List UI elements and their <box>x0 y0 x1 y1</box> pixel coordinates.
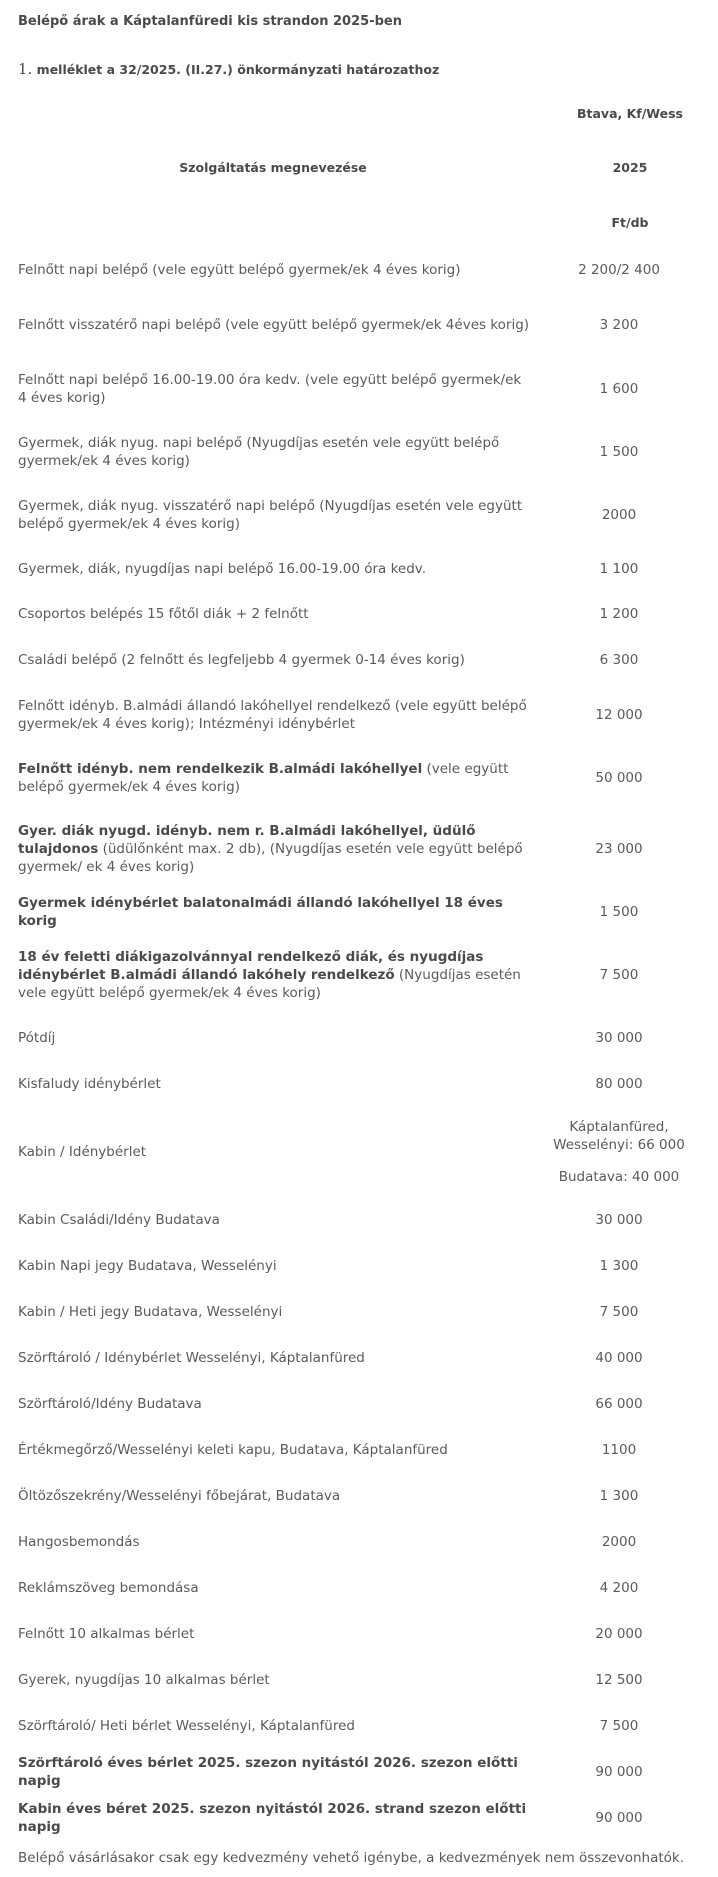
service-name-text: Felnőtt 10 alkalmas bérlet <box>18 1626 195 1642</box>
service-name <box>18 1671 538 1689</box>
table-row <box>18 935 700 1015</box>
header-year: 2025 <box>612 160 648 175</box>
service-name-text: Kabin Családi/Idény Budatava <box>18 1212 220 1228</box>
service-name <box>18 948 538 1002</box>
service-name-text: Értékmegőrző/Wesselényi keleti kapu, Budatava, Káptalanfüred <box>18 1442 448 1458</box>
service-name <box>18 1143 538 1161</box>
price-line: 1 600 <box>599 381 639 397</box>
service-price <box>538 651 700 669</box>
table-row <box>18 1289 700 1335</box>
price-line: 3 200 <box>599 317 639 333</box>
service-price <box>538 506 700 524</box>
table-row <box>18 809 700 889</box>
table-row <box>18 1473 700 1519</box>
price-line: 2000 <box>601 1534 637 1550</box>
table-row <box>18 292 700 358</box>
service-name <box>18 1395 538 1413</box>
table-row <box>18 1611 700 1657</box>
service-price <box>538 1257 700 1275</box>
price-line: 7 500 <box>599 1304 639 1320</box>
table-row <box>18 1427 700 1473</box>
service-name <box>18 1533 538 1551</box>
price-line: 23 000 <box>595 841 643 857</box>
price-line: 1 100 <box>599 560 639 577</box>
service-name-text: Szörftároló/ Heti bérlet Wesselényi, Káptalanfüred <box>18 1718 355 1734</box>
service-name <box>18 1029 538 1047</box>
service-name <box>18 560 538 578</box>
table-row <box>18 484 700 546</box>
service-name-text: Családi belépő (2 felnőtt és legfeljebb 4 gyermek 0-14 éves korig) <box>18 652 465 668</box>
service-name <box>18 1075 538 1093</box>
service-price <box>538 1118 700 1186</box>
price-line: 20 000 <box>595 1626 643 1642</box>
service-name-text: Gyermek, diák nyug. visszatérő napi belépő (Nyugdíjas esetén vele együtt belépő gyermek/ek 4 éves korig) <box>18 498 523 532</box>
table-row <box>18 889 700 935</box>
service-name-text: Reklámszöveg bemondása <box>18 1580 199 1596</box>
service-price <box>538 1303 700 1321</box>
price-line: 7 500 <box>599 1718 639 1734</box>
table-row <box>18 1519 700 1565</box>
price-line: 1 500 <box>599 904 639 920</box>
service-price <box>538 261 700 279</box>
service-price <box>538 840 700 858</box>
price-line: 1 300 <box>599 1488 639 1504</box>
price-line: 7 500 <box>599 967 639 983</box>
service-price <box>538 903 700 921</box>
service-name-bold: 18 év feletti diákigazolvánnyal rendelkező diák, és nyugdíjas idénybérlet B.almádi állandó lakóhely rendelkező <box>18 949 484 983</box>
price-line: 30 000 <box>595 1212 643 1228</box>
table-row <box>18 546 700 591</box>
service-name <box>18 1625 538 1643</box>
service-name-text: (üdülőnként max. 2 db), (Nyugdíjas esetén vele együtt belépő gyermek/ ek 4 éves korig) <box>18 841 523 875</box>
service-name <box>18 760 538 796</box>
service-name-text: Gyermek, diák, nyugdíjas napi belépő 16.00-19.00 óra kedv. <box>18 560 427 577</box>
service-price <box>538 1717 700 1735</box>
service-name <box>18 822 538 876</box>
header-service-name: Szolgáltatás megnevezése <box>179 160 367 175</box>
table-row <box>18 747 700 809</box>
service-name-text: (Nyugdíjas esetén vele együtt belépő gyermek/ek 4 éves korig) <box>18 967 521 1001</box>
service-price <box>538 1579 700 1597</box>
price-line: 50 000 <box>595 770 643 786</box>
price-line: 1100 <box>601 1442 637 1458</box>
service-name-text: Pótdíj <box>18 1030 56 1046</box>
service-name <box>18 1717 538 1735</box>
price-line: 30 000 <box>595 1030 643 1046</box>
price-line: 2000 <box>601 507 637 523</box>
service-name-bold: Gyermek idénybérlet balatonalmádi állandó lakóhellyel 18 éves korig <box>18 895 503 929</box>
service-name <box>18 1257 538 1275</box>
service-price <box>538 706 700 724</box>
service-price <box>538 1029 700 1047</box>
service-name <box>18 1349 538 1367</box>
service-name <box>18 651 538 669</box>
service-price <box>538 1809 700 1827</box>
service-name-text: Hangosbemondás <box>18 1534 140 1550</box>
service-name <box>18 1211 538 1229</box>
footnote: Belépő vásárlásakor csak egy kedvezmény vehető igénybe, a kedvezmények nem összevonhatók. <box>18 1850 685 1866</box>
header-unit: Ft/db <box>611 215 649 230</box>
service-name <box>18 894 538 930</box>
table-row <box>18 1381 700 1427</box>
service-name-text: Felnőtt idényb. B.almádi állandó lakóhellyel rendelkező (vele együtt belépő gyermek/ek 4 éves korig); Intézményi idénybérlet <box>18 698 527 732</box>
service-name <box>18 1303 538 1321</box>
price-line: 6 300 <box>599 652 639 668</box>
price-line: 40 000 <box>595 1350 643 1366</box>
table-row <box>18 1061 700 1107</box>
service-name <box>18 1800 538 1836</box>
table-row <box>18 683 700 747</box>
price-line: 12 000 <box>595 707 643 723</box>
price-line: 66 000 <box>595 1396 643 1412</box>
table-row <box>18 1107 700 1197</box>
table-row <box>18 1015 700 1061</box>
service-name <box>18 497 538 533</box>
subtitle-number: 1. <box>18 60 33 78</box>
table-row <box>18 1197 700 1243</box>
service-name <box>18 316 538 334</box>
table-row <box>18 1795 700 1841</box>
price-line: 1 500 <box>599 444 639 460</box>
service-price <box>538 1533 700 1551</box>
document-subtitle <box>18 60 439 78</box>
service-name-text: Csoportos belépés 15 főtől diák + 2 felnőtt <box>18 606 309 622</box>
service-price <box>538 1763 700 1781</box>
service-price <box>538 605 700 623</box>
service-price <box>538 1441 700 1459</box>
service-name-text: Kabin / Heti jegy Budatava, Wesselényi <box>18 1304 283 1320</box>
service-price <box>538 966 700 984</box>
service-name-text: Kisfaludy idénybérlet <box>18 1076 161 1092</box>
service-name-text: Gyerek, nyugdíjas 10 alkalmas bérlet <box>18 1672 270 1688</box>
price-line: 1 300 <box>599 1258 639 1274</box>
table-row <box>18 1657 700 1703</box>
subtitle-text: melléklet a 32/2025. (II.27.) önkormányzati határozathoz <box>32 62 440 77</box>
service-name <box>18 1754 538 1790</box>
service-price <box>538 1487 700 1505</box>
table-row <box>18 358 700 420</box>
service-name-text: Szörftároló / Idénybérlet Wesselényi, Káptalanfüred <box>18 1350 365 1366</box>
service-name-text: Kabin / Idénybérlet <box>18 1144 147 1160</box>
service-name-text: Felnőtt napi belépő 16.00-19.00 óra kedv. (vele együtt belépő gyermek/ek 4 éves korig) <box>18 372 522 406</box>
price-line: 1 200 <box>599 606 639 622</box>
price-line: 4 200 <box>599 1580 639 1596</box>
service-price <box>538 769 700 787</box>
price-line: 2 200/2 400 <box>578 262 660 278</box>
table-row <box>18 1243 700 1289</box>
table-row <box>18 1749 700 1795</box>
table-row <box>18 1335 700 1381</box>
service-name-text: (vele együtt belépő gyermek/ek 4 éves korig) <box>18 761 509 795</box>
service-name <box>18 434 538 470</box>
service-price <box>538 1395 700 1413</box>
service-price <box>538 1075 700 1093</box>
table-row <box>18 1703 700 1749</box>
document-title: Belépő árak a Káptalanfüredi kis strandon 2025-ben <box>18 14 402 29</box>
service-price <box>538 1625 700 1643</box>
price-line: 90 000 <box>595 1764 643 1780</box>
service-name-bold: Kabin éves béret 2025. szezon nyitástól 2026. strand szezon előtti napig <box>18 1801 527 1835</box>
service-name <box>18 697 538 733</box>
service-name <box>18 1487 538 1505</box>
table-row <box>18 248 700 292</box>
service-name <box>18 1579 538 1597</box>
service-name <box>18 371 538 407</box>
service-name-text: Gyermek, diák nyug. napi belépő (Nyugdíjas esetén vele együtt belépő gyermek/ek 4 éves korig) <box>18 435 500 469</box>
table-row <box>18 1565 700 1611</box>
price-table <box>18 248 700 1841</box>
service-price <box>538 380 700 398</box>
price-line: Wesselényi: 66 000 <box>553 1137 685 1153</box>
price-line: 12 500 <box>595 1672 643 1688</box>
price-line: Budatava: 40 000 <box>558 1169 680 1185</box>
service-name-bold: Gyer. diák nyugd. idényb. nem r. B.almádi lakóhellyel, üdülő tulajdonos <box>18 823 476 857</box>
service-name <box>18 261 538 279</box>
service-name-text: Kabin Napi jegy Budatava, Wesselényi <box>18 1258 277 1274</box>
service-price <box>538 1211 700 1229</box>
table-row <box>18 591 700 637</box>
table-row <box>18 420 700 484</box>
service-name-bold: Felnőtt idényb. nem rendelkezik B.almádi lakóhellyel <box>18 761 423 777</box>
service-name-text: Felnőtt napi belépő (vele együtt belépő gyermek/ek 4 éves korig) <box>18 262 461 278</box>
service-price <box>538 1671 700 1689</box>
service-name-text: Felnőtt visszatérő napi belépő (vele együtt belépő gyermek/ek 4éves korig) <box>18 317 530 333</box>
price-line: 80 000 <box>595 1076 643 1092</box>
service-name-text: Öltözőszekrény/Wesselényi főbejárat, Budatava <box>18 1488 341 1504</box>
service-name-bold: Szörftároló éves bérlet 2025. szezon nyitástól 2026. szezon előtti napig <box>18 1755 518 1789</box>
service-name <box>18 1441 538 1459</box>
service-price <box>538 1349 700 1367</box>
header-location: Btava, Kf/Wess <box>576 106 683 121</box>
price-line: Káptalanfüred, <box>569 1119 669 1135</box>
table-row <box>18 637 700 683</box>
service-price <box>538 560 700 578</box>
service-price <box>538 443 700 461</box>
service-name-text: Szörftároló/Idény Budatava <box>18 1396 202 1412</box>
service-name <box>18 605 538 623</box>
service-price <box>538 316 700 334</box>
price-line: 90 000 <box>595 1810 643 1826</box>
